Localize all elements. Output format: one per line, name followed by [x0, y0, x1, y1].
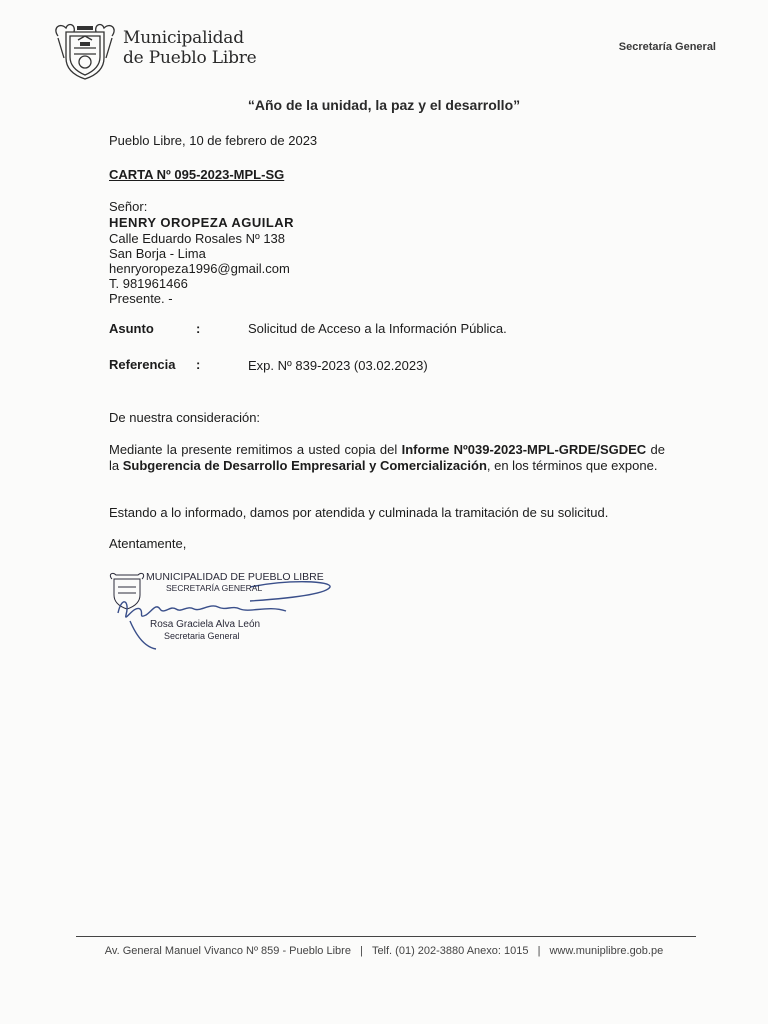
subject-label: Asunto [109, 321, 154, 336]
greeting: De nuestra consideración: [109, 410, 261, 425]
recipient-phone: T. 981961466 [109, 276, 188, 291]
department-label: Secretaría General [618, 41, 716, 53]
footer-separator-2: | [537, 945, 541, 957]
signer-title: Secretaria General [164, 631, 240, 641]
reference-value: Exp. Nº 839-2023 (03.02.2023) [248, 358, 428, 373]
subject-value: Solicitud de Acceso a la Información Pública. [248, 321, 507, 336]
body1-report-ref: Informe Nº039-2023-MPL-GRDE/SGDEC [401, 442, 647, 457]
closing: Atentamente, [109, 536, 187, 551]
body1-text-c: de la [109, 442, 665, 473]
body-paragraph-2: Estando a lo informado, damos por atendida y culminada la tramitación de su solicitud. [109, 505, 609, 520]
municipal-coat-of-arms-icon [50, 18, 120, 82]
body1-text-a: Mediante la presente remitimos a usted copia del [109, 442, 402, 457]
recipient-address-line1: Calle Eduardo Rosales Nº 138 [109, 231, 286, 246]
place-date: Pueblo Libre, 10 de febrero de 2023 [109, 133, 318, 148]
salutation: Señor: [109, 199, 148, 214]
org-name-line1: Municipalidad [123, 28, 244, 48]
recipient-address-line2: San Borja - Lima [109, 246, 206, 261]
footer-divider [76, 936, 696, 937]
signer-name: Rosa Graciela Alva León [150, 619, 261, 630]
footer-phone: Telf. (01) 202-3880 Anexo: 1015 [371, 945, 529, 957]
footer [0, 945, 768, 957]
org-name-line2: de Pueblo Libre [123, 48, 257, 68]
body1-text-e: , en los términos que expone. [486, 458, 658, 473]
recipient-name: HENRY OROPEZA AGUILAR [109, 215, 295, 230]
signature-stamp [100, 565, 340, 655]
letter-reference-code: CARTA Nº 095-2023-MPL-SG [109, 167, 285, 182]
organization-name [123, 28, 257, 68]
footer-address: Av. General Manuel Vivanco Nº 859 - Pueblo Libre [104, 945, 351, 957]
year-motto: “Año de la unidad, la paz y el desarrollo” [247, 97, 521, 113]
stamp-department: SECRETARÍA GENERAL [166, 583, 263, 593]
subject-colon: : [196, 321, 201, 336]
recipient-email: henryoropeza1996@gmail.com [109, 261, 290, 276]
body-paragraph-1 [109, 442, 665, 474]
footer-website-link[interactable]: www.muniplibre.gob.pe [549, 945, 664, 957]
reference-label: Referencia [109, 357, 176, 372]
footer-separator-1: | [360, 945, 363, 957]
stamp-org-name: MUNICIPALIDAD DE PUEBLO LIBRE [146, 571, 324, 583]
presente-text: Presente. - [109, 291, 173, 306]
reference-colon: : [196, 357, 201, 372]
body1-office-name: Subgerencia de Desarrollo Empresarial y Comercialización [122, 458, 487, 473]
